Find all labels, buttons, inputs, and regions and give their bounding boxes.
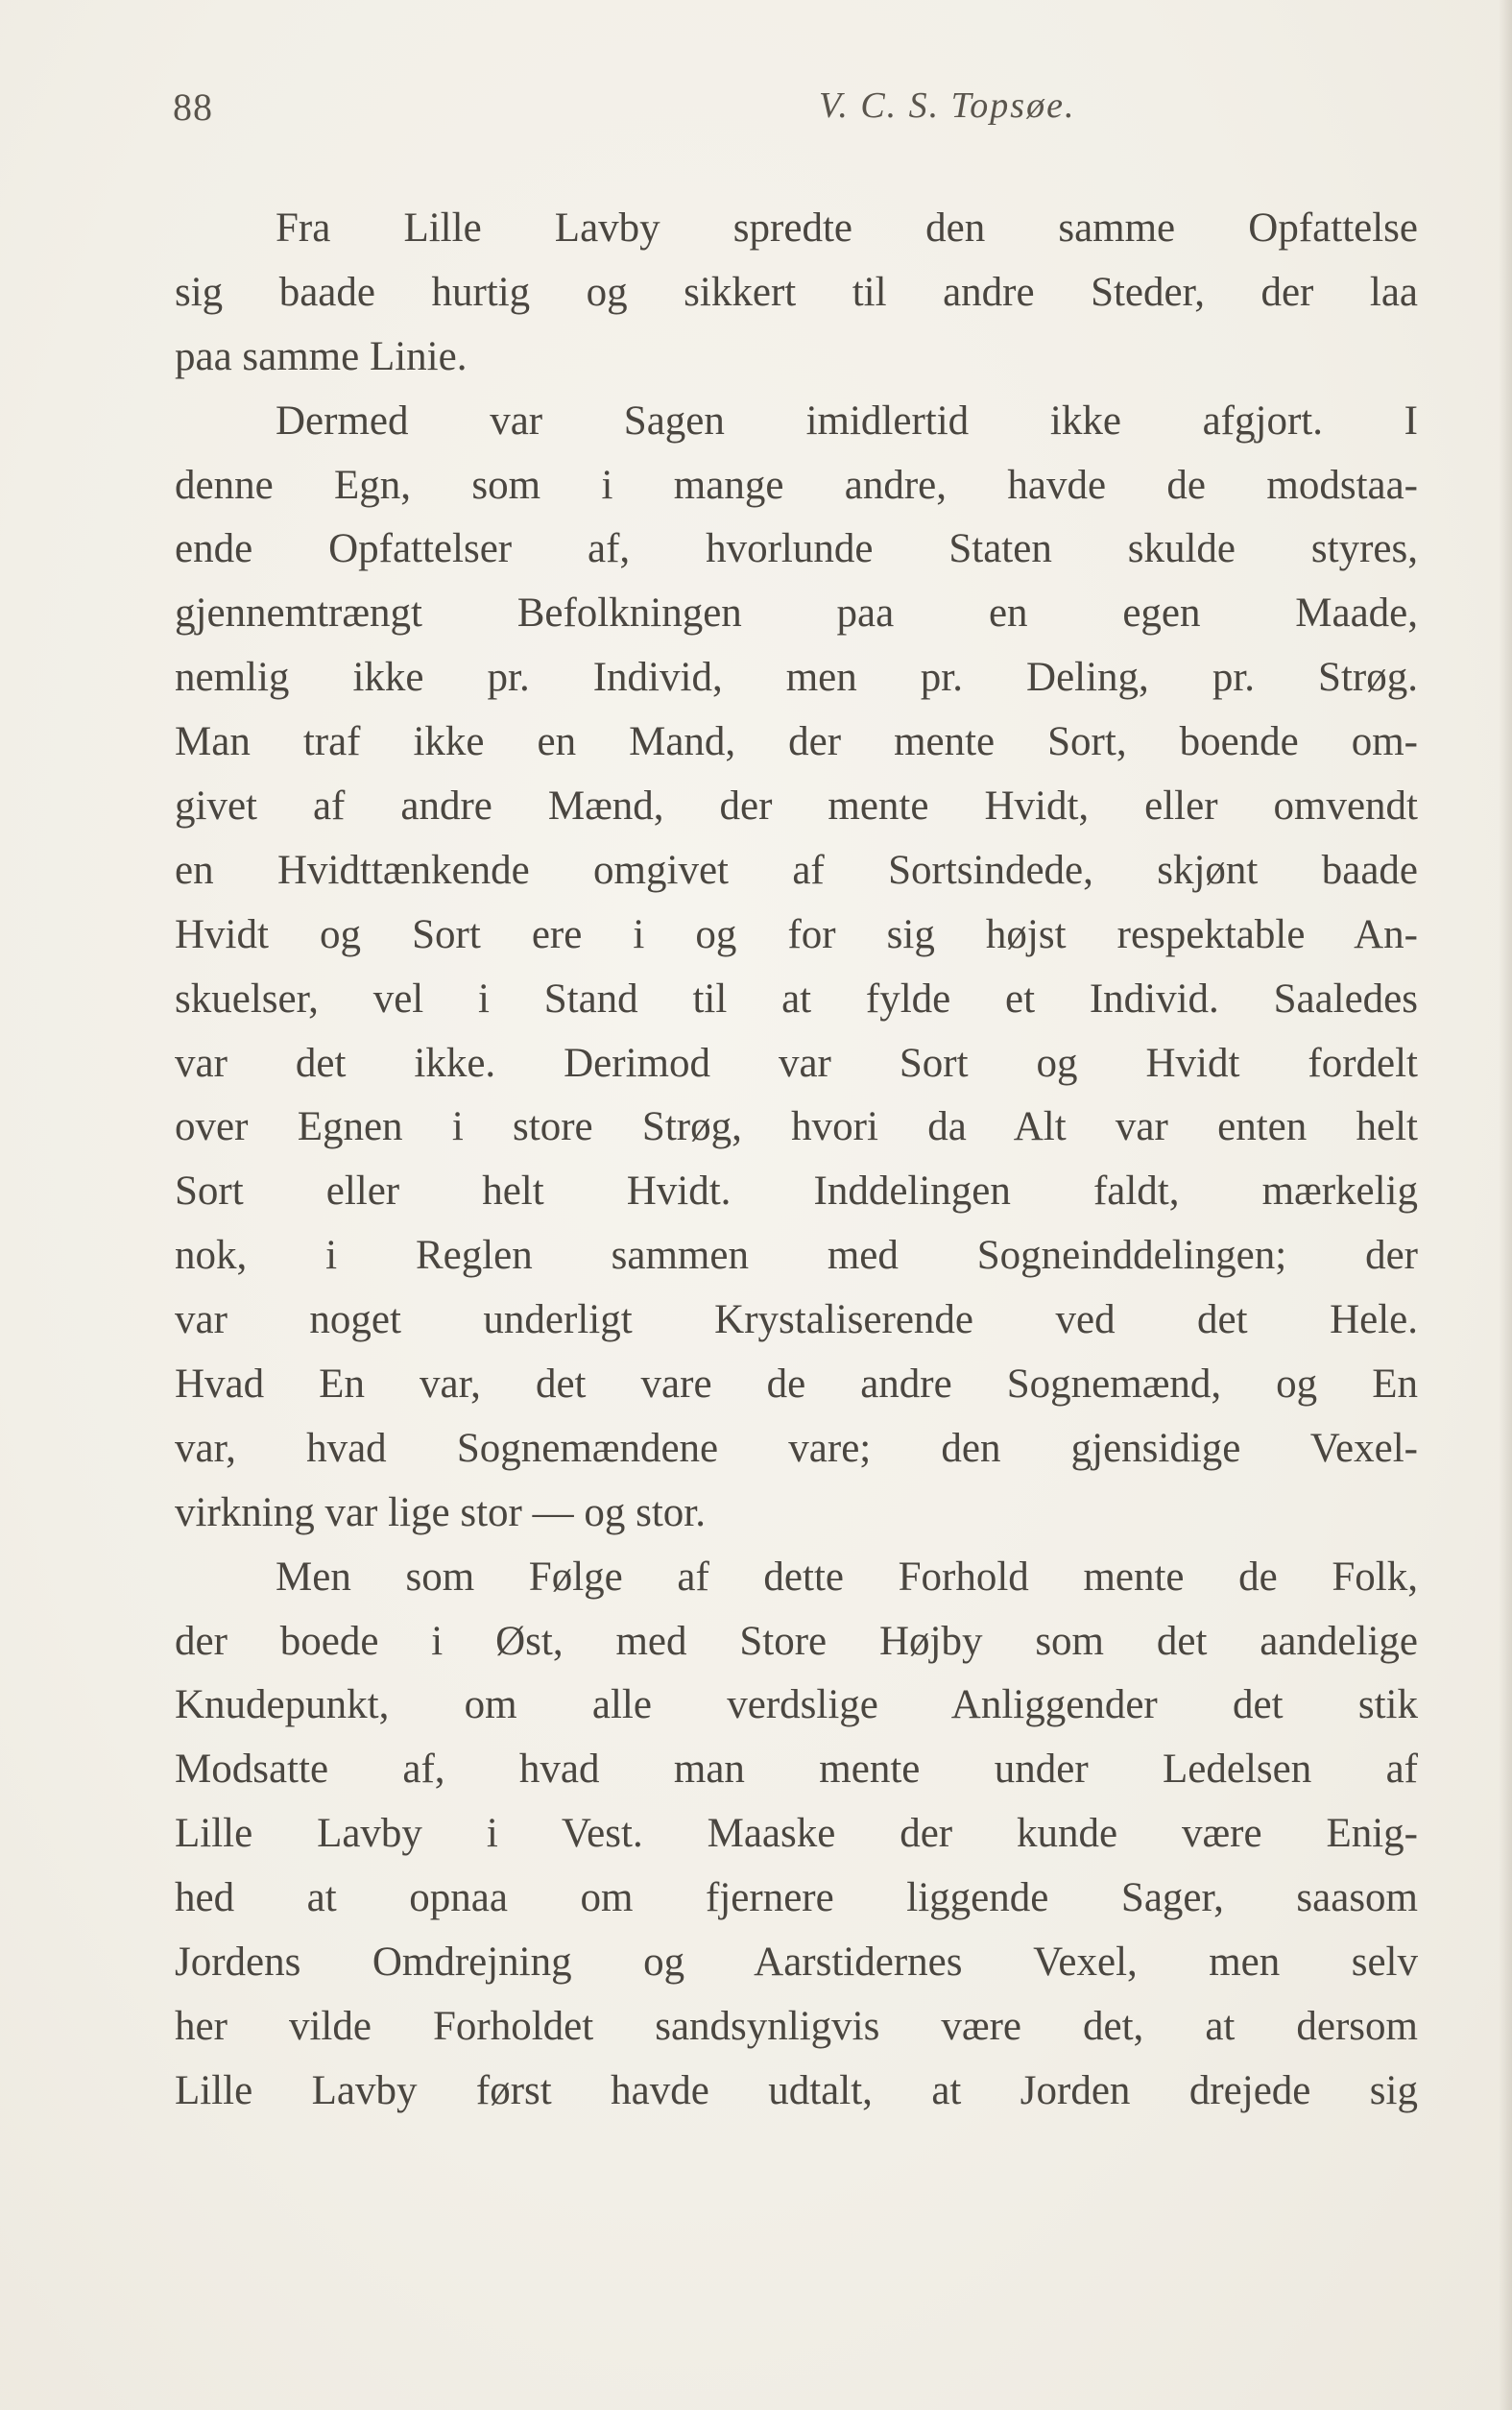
text-line: Fra Lille Lavby spredte den samme Opfattelse <box>276 205 1418 251</box>
text-line: var, hvad Sognemændene vare; den gjensidige Vexel- <box>175 1425 1418 1471</box>
text-line: paa samme Linie. <box>175 333 468 379</box>
text-line: Men som Følge af dette Forhold mente de Folk, <box>276 1554 1418 1600</box>
text-line: denne Egn, som i mange andre, havde de modstaa- <box>175 462 1418 508</box>
text-line: givet af andre Mænd, der mente Hvidt, eller omvendt <box>175 783 1418 830</box>
text-line: var noget underligt Krystaliserende ved det Hele. <box>175 1297 1418 1343</box>
body-text <box>175 197 1418 2124</box>
text-line: nemlig ikke pr. Individ, men pr. Deling, pr. Strøg. <box>175 655 1418 701</box>
text-line: Lille Lavby i Vest. Maaske der kunde være Enig- <box>175 1811 1418 1857</box>
text-line: Hvad En var, det vare de andre Sognemænd, og En <box>175 1362 1418 1408</box>
text-line: skuelser, vel i Stand til at fylde et Individ. Saaledes <box>175 976 1418 1022</box>
text-line: Hvidt og Sort ere i og for sig højst respektable An- <box>175 911 1418 957</box>
text-line: ende Opfattelser af, hvorlunde Staten skulde styres, <box>175 526 1418 572</box>
text-line: Man traf ikke en Mand, der mente Sort, boende om- <box>175 719 1418 765</box>
page-header <box>173 84 1421 142</box>
page-number: 88 <box>173 85 213 129</box>
text-line: over Egnen i store Strøg, hvori da Alt var enten helt <box>175 1104 1418 1150</box>
text-line: Modsatte af, hvad man mente under Ledelsen af <box>175 1747 1418 1793</box>
text-line: sig baade hurtig og sikkert til andre Steder, der laa <box>175 269 1418 315</box>
text-line: hed at opnaa om fjernere liggende Sager, saasom <box>175 1875 1418 1921</box>
text-line: Lille Lavby først havde udtalt, at Jorden drejede sig <box>175 2067 1418 2113</box>
text-line: der boede i Øst, med Store Højby som det aandelige <box>175 1618 1418 1664</box>
text-line: Sort eller helt Hvidt. Inddelingen faldt, mærkelig <box>175 1169 1418 1215</box>
text-line: her vilde Forholdet sandsynligvis være det, at dersom <box>175 2003 1418 2049</box>
text-line: var det ikke. Derimod var Sort og Hvidt fordelt <box>175 1040 1418 1086</box>
page-edge-shadow <box>1499 0 1512 2410</box>
text-line: gjennemtrængt Befolkningen paa en egen Maade, <box>175 590 1418 637</box>
running-head: V. C. S. Topsøe. <box>819 85 1076 126</box>
text-line: nok, i Reglen sammen med Sogneinddelingen; der <box>175 1233 1418 1279</box>
text-line: Jordens Omdrejning og Aarstidernes Vexel, men selv <box>175 1940 1418 1986</box>
text-line: en Hvidttænkende omgivet af Sortsindede, skjønt baade <box>175 847 1418 893</box>
text-line: Knudepunkt, om alle verdslige Anliggender det stik <box>175 1682 1418 1728</box>
text-line: Dermed var Sagen imidlertid ikke afgjort. I <box>276 398 1418 444</box>
text-line: virkning var lige stor — og stor. <box>175 1489 706 1535</box>
